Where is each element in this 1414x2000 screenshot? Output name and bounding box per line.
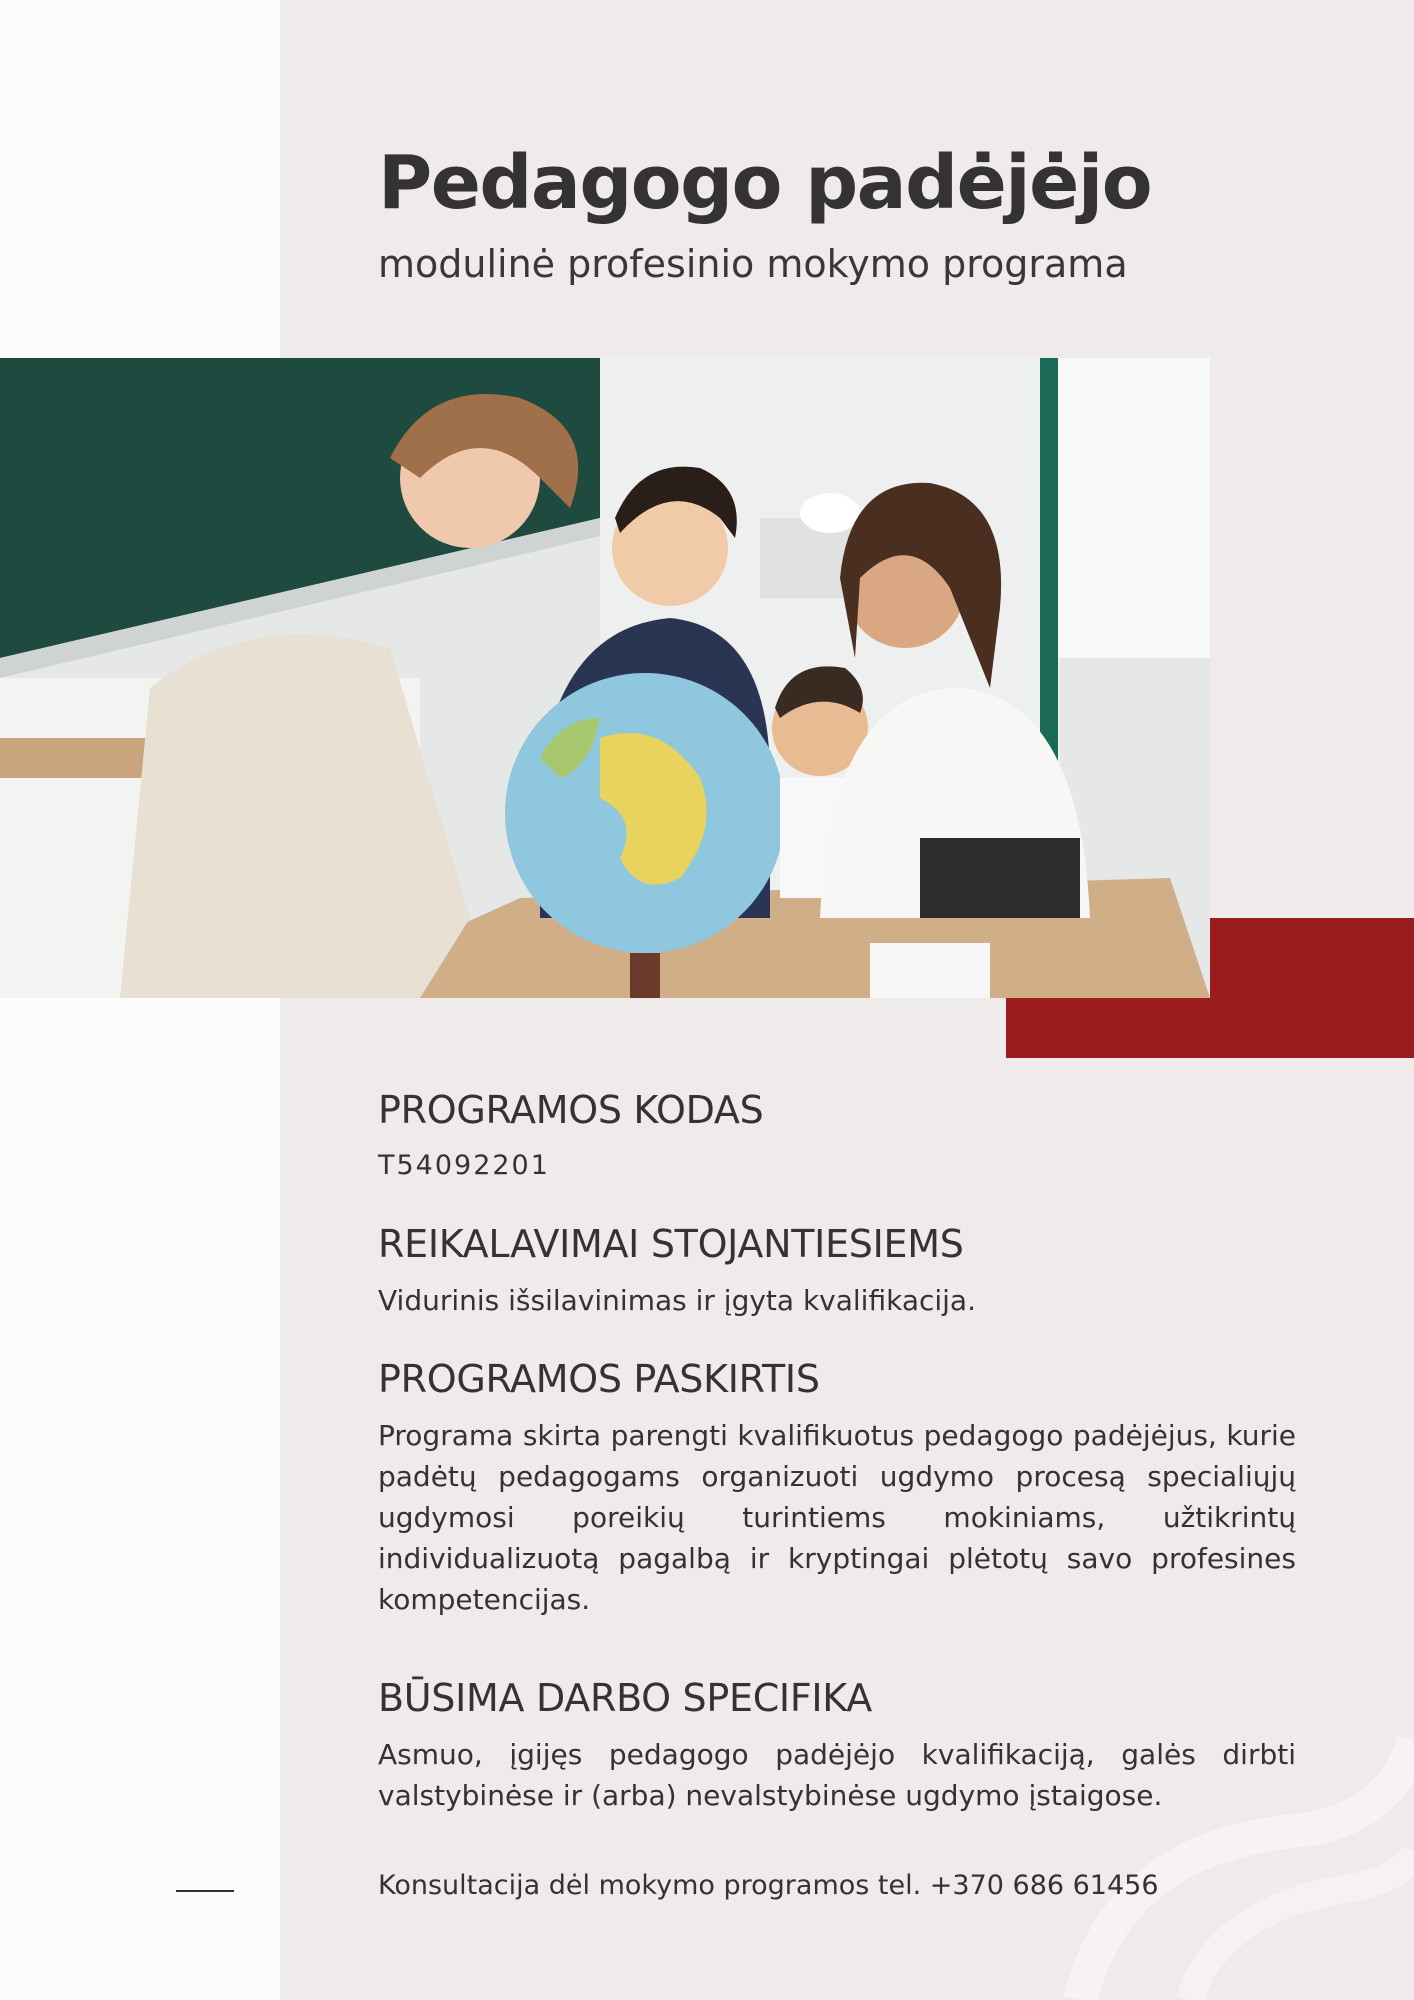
section-text: Vidurinis išsilavinimas ir įgyta kvalifikacija. <box>378 1284 976 1317</box>
section-heading: PROGRAMOS KODAS <box>378 1088 764 1132</box>
section-program-purpose <box>378 1353 1296 1620</box>
consultation-contact: Konsultacija dėl mokymo programos tel. +370 686 61456 <box>378 1870 1159 1901</box>
classroom-photo <box>0 358 1210 998</box>
section-heading: PROGRAMOS PASKIRTIS <box>378 1357 820 1401</box>
program-code-value: T54092201 <box>378 1150 550 1181</box>
section-heading: BŪSIMA DARBO SPECIFIKA <box>378 1676 872 1720</box>
section-text: Asmuo, įgijęs pedagogo padėjėjo kvalifikaciją, galės dirbti valstybinėse ir (arba) nevalstybinėse ugdymo įstaigose. <box>378 1738 1296 1812</box>
page-subtitle: modulinė profesinio mokymo programa <box>378 242 1128 286</box>
section-text: Programa skirta parengti kvalifikuotus pedagogo padėjėjus, kurie padėtų pedagogams organizuoti ugdymo procesą specialiųjų ugdymosi poreikių turintiems mokiniams, užtikrintų individualizuotą pagalbą ir kryptingai plėtotų savo profesines kompetencijas. <box>378 1419 1296 1616</box>
section-heading: REIKALAVIMAI STOJANTIESIEMS <box>378 1222 964 1266</box>
footer-divider <box>176 1890 234 1892</box>
page-title: Pedagogo padėjėjo <box>378 140 1152 226</box>
section-admission-requirements <box>378 1218 1296 1321</box>
section-future-work <box>378 1672 1296 1816</box>
section-program-code <box>378 1084 1296 1186</box>
program-details <box>378 1084 1296 1848</box>
